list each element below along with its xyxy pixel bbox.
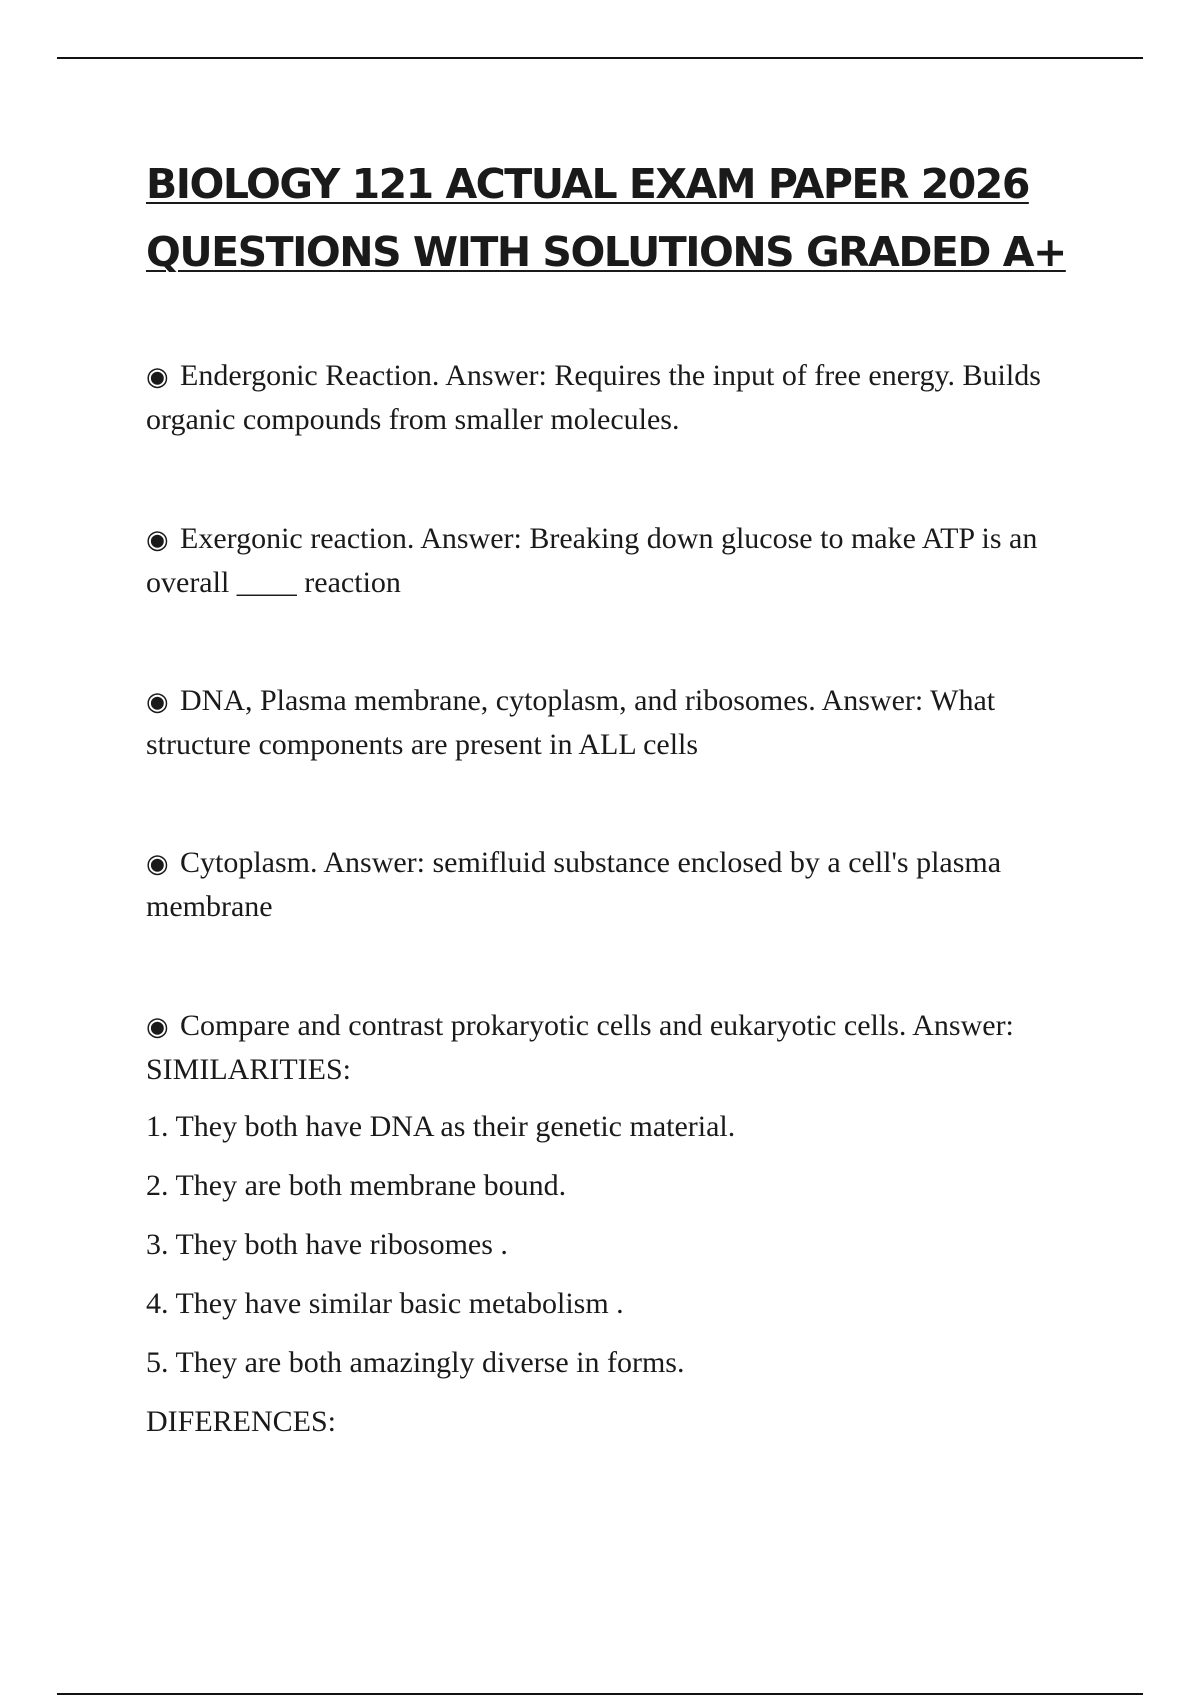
top-rule (57, 57, 1143, 59)
radio-bullet-icon: ◉ (146, 1012, 169, 1041)
qa-text: DNA, Plasma membrane, cytoplasm, and ribosomes. Answer: What structure components are present in ALL cells (146, 684, 996, 761)
qa-text: Cytoplasm. Answer: semifluid substance enclosed by a cell's plasma membrane (146, 846, 1002, 923)
similarity-item: 3. They both have ribosomes . (146, 1228, 508, 1261)
qa-item (146, 354, 1086, 441)
qa-item (146, 1004, 1086, 1091)
title-line-1: BIOLOGY 121 ACTUAL EXAM PAPER 2026 (146, 160, 1029, 208)
bottom-rule (57, 1693, 1143, 1695)
title-line-2: QUESTIONS WITH SOLUTIONS GRADED A+ (146, 228, 1066, 276)
radio-bullet-icon: ◉ (146, 849, 169, 878)
radio-bullet-icon: ◉ (146, 525, 169, 554)
qa-text: Compare and contrast prokaryotic cells and eukaryotic cells. Answer: SIMILARITIES: (146, 1009, 1014, 1086)
document-title (146, 150, 1106, 286)
similarity-item: 1. They both have DNA as their genetic material. (146, 1110, 736, 1143)
similarity-item: 2. They are both membrane bound. (146, 1169, 567, 1202)
similarity-item: 4. They have similar basic metabolism . (146, 1287, 624, 1320)
qa-text: Exergonic reaction. Answer: Breaking down glucose to make ATP is an overall ____ reaction (146, 522, 1038, 599)
radio-bullet-icon: ◉ (146, 362, 169, 391)
qa-item (146, 517, 1086, 604)
qa-item (146, 679, 1086, 766)
radio-bullet-icon: ◉ (146, 687, 169, 716)
differences-heading: DIFERENCES: (146, 1405, 337, 1438)
qa-text: Endergonic Reaction. Answer: Requires the input of free energy. Builds organic compounds from smaller molecules. (146, 359, 1041, 436)
qa-item (146, 841, 1086, 928)
similarity-item: 5. They are both amazingly diverse in forms. (146, 1346, 685, 1379)
